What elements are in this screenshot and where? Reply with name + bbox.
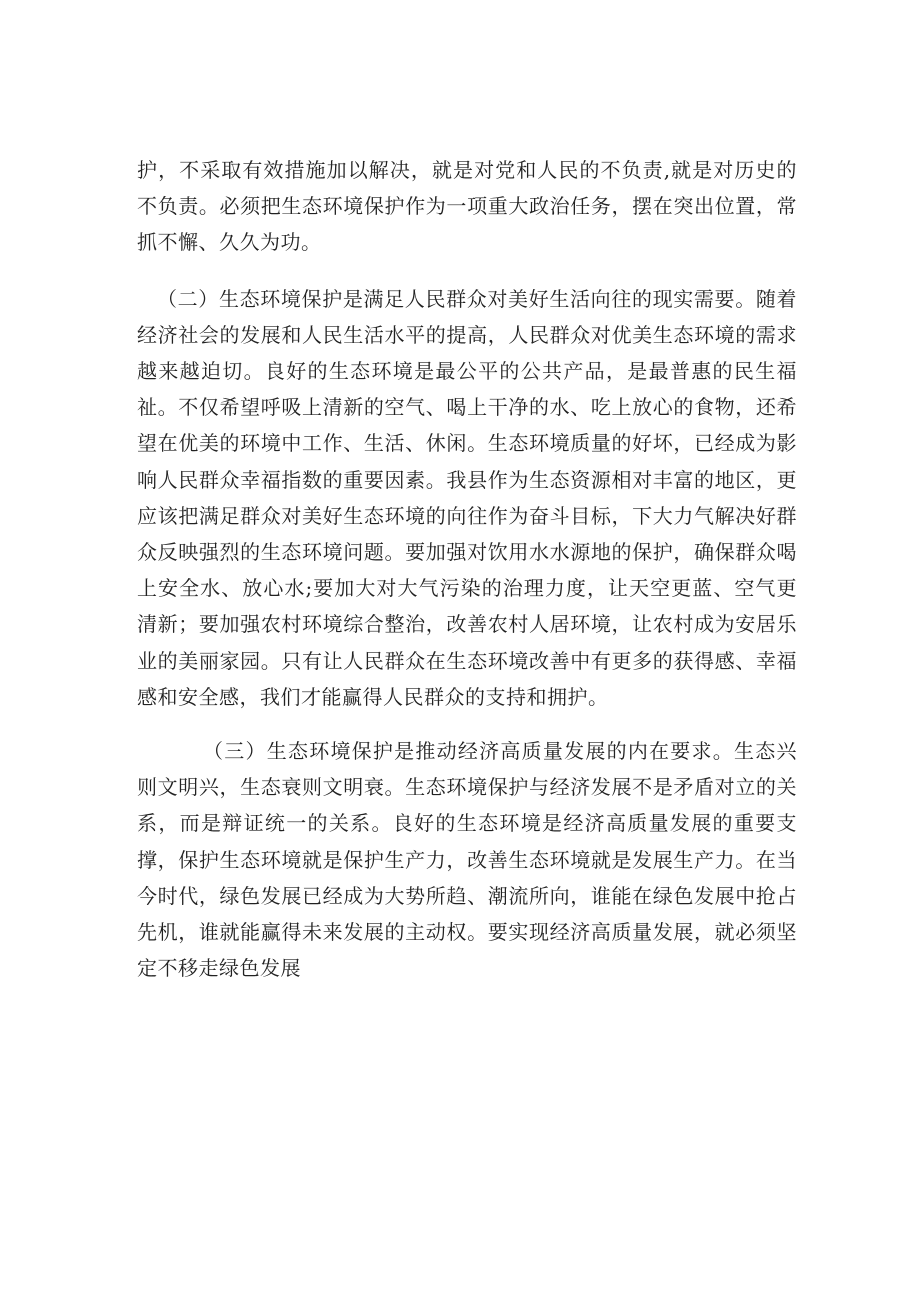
paragraph-section-3: （三）生态环境保护是推动经济高质量发展的内在要求。生态兴则文明兴，生态衰则文明衰。生态环境保护与经济发展不是矛盾对立的关系，而是辩证统一的关系。良好的生态环境是经济高质量发展的重要支撑，保护生态环境就是保护生产力，改善生态环境就是发展生产力。在当今时代，绿色发展已经成为大势所趋、潮流所向，谁能在绿色发展中抢占先机，谁就能赢得未来发展的主动权。要实现经济高质量发展，就必须坚定不移走绿色发展 bbox=[137, 739, 797, 981]
paragraph-continuation: 护，不采取有效措施加以解决，就是对党和人民的不负责,就是对历史的不负责。必须把生态环境保护作为一项重大政治任务，摆在突出位置，常抓不懈、久久为功。 bbox=[137, 158, 797, 255]
paragraph-section-2: （二）生态环境保护是满足人民群众对美好生活向往的现实需要。随着经济社会的发展和人民生活水平的提高，人民群众对优美生态环境的需求越来越迫切。良好的生态环境是最公平的公共产品，是最普惠的民生福祉。不仅希望呼吸上清新的空气、喝上干净的水、吃上放心的食物，还希望在优美的环境中工作、生活、休闲。生态环境质量的好坏，已经成为影响人民群众幸福指数的重要因素。我县作为生态资源相对丰富的地区，更应该把满足群众对美好生态环境的向往作为奋斗目标，下大力气解决好群众反映强烈的生态环境问题。要加强对饮用水水源地的保护，确保群众喝上安全水、放心水;要加大对大气污染的治理力度，让天空更蓝、空气更清新；要加强农村环境综合整治，改善农村人居环境，让农村成为安居乐业的美丽家园。只有让人民群众在生态环境改善中有更多的获得感、幸福感和安全感，我们才能赢得人民群众的支持和拥护。 bbox=[137, 286, 797, 709]
document-body bbox=[137, 152, 797, 986]
